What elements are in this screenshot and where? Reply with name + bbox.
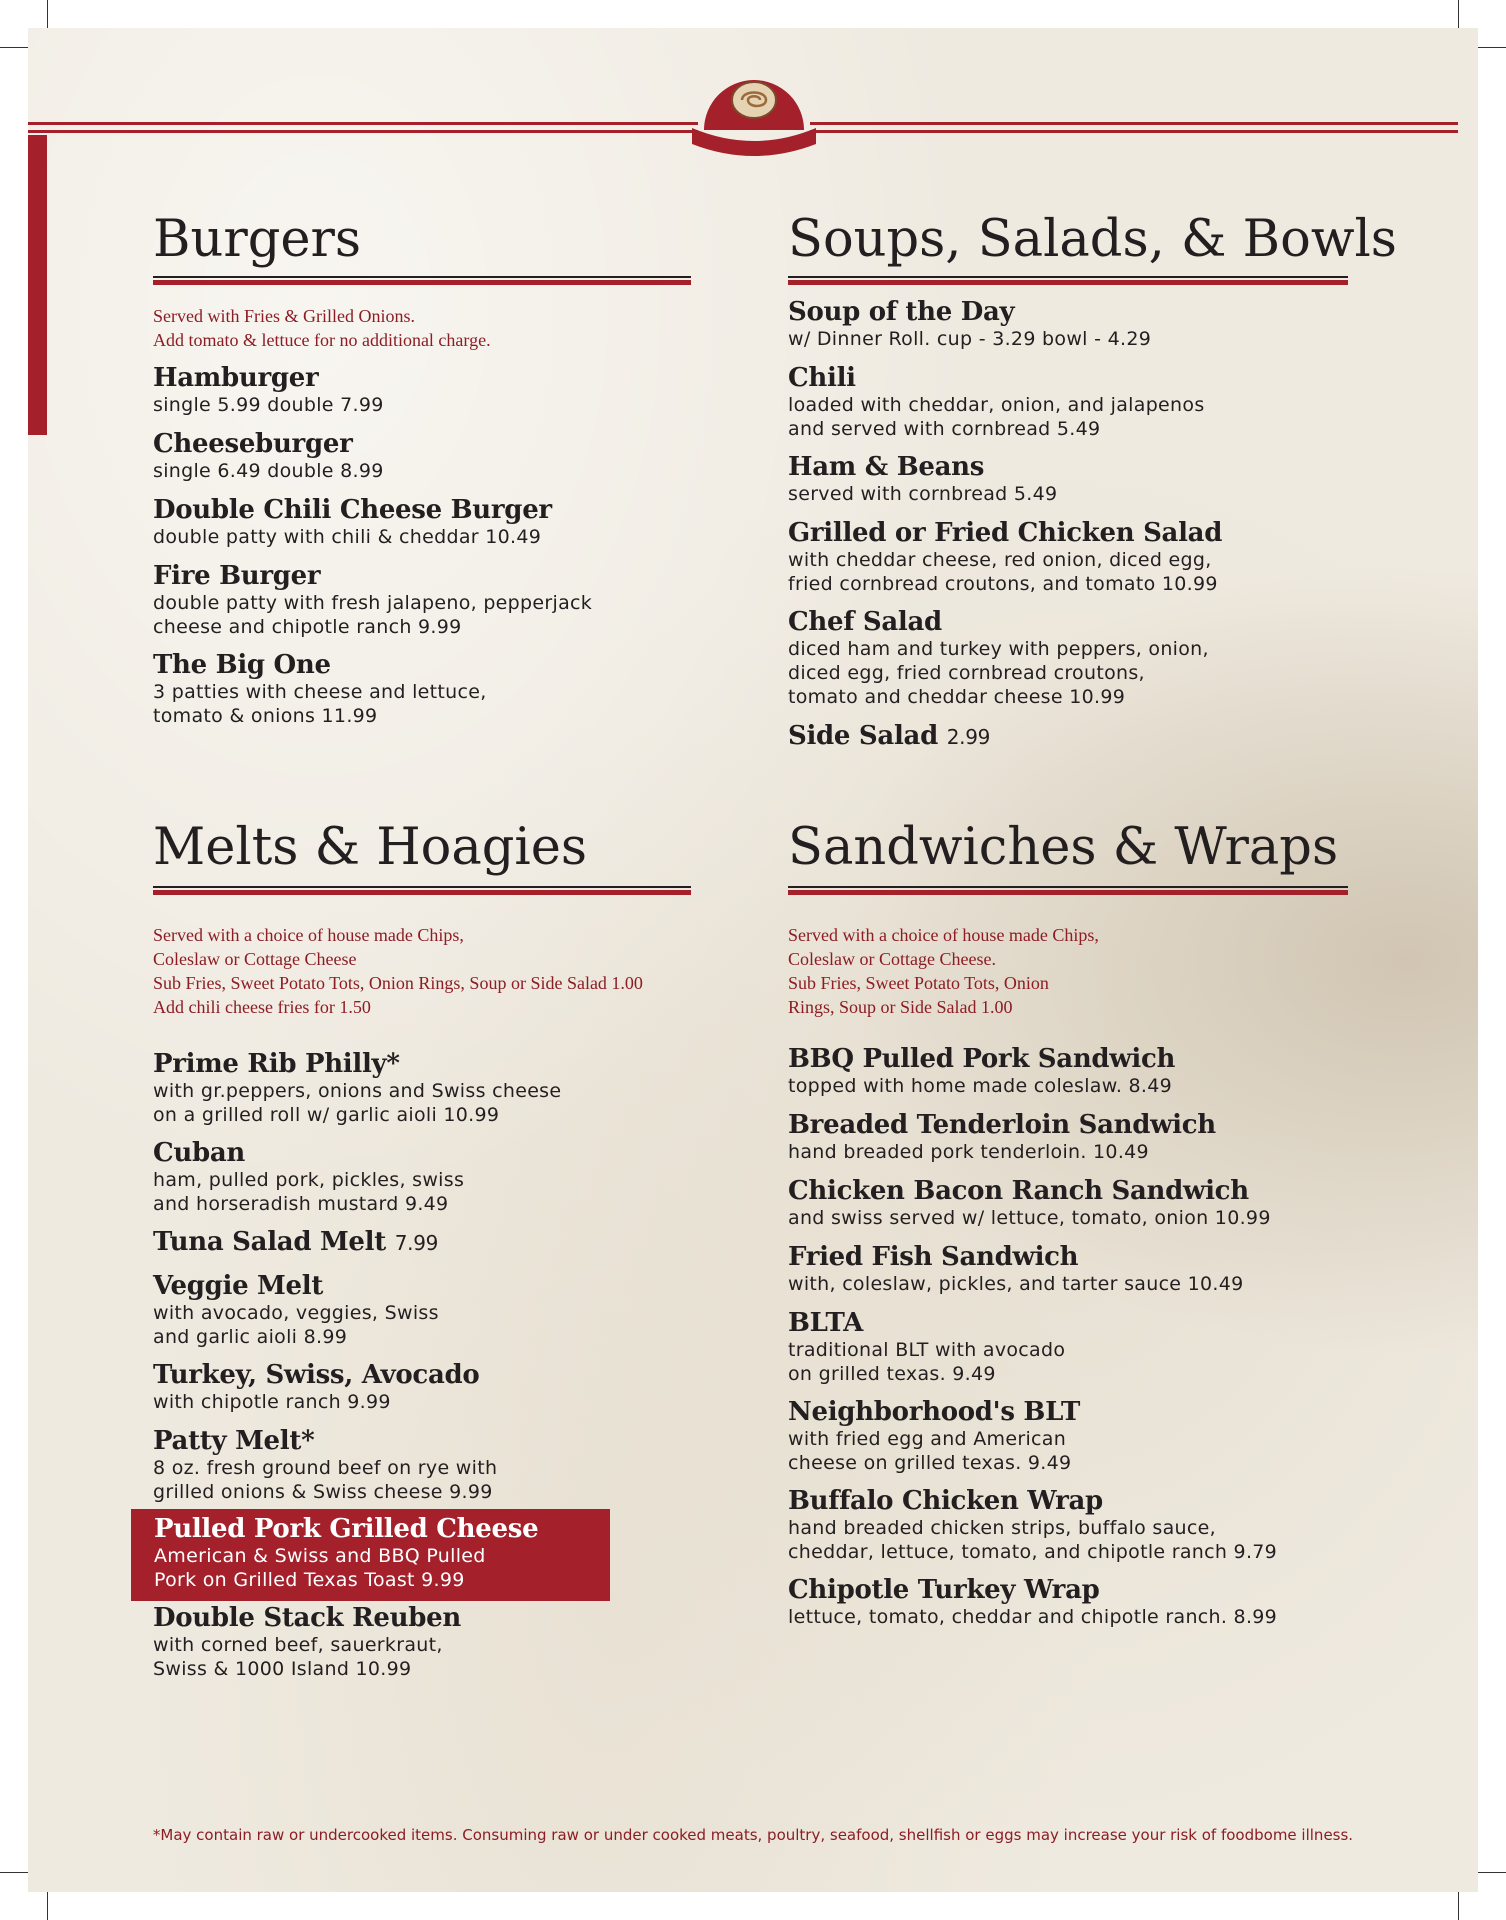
item-desc: cheddar, lettuce, tomato, and chipotle ranch 9.79 xyxy=(788,1541,1278,1563)
item-name: Chili xyxy=(788,363,856,393)
menu-item xyxy=(788,1487,1277,1564)
item-desc: cheese on grilled texas. 9.49 xyxy=(788,1452,1072,1474)
section-title-soups: Soups, Salads, & Bowls xyxy=(788,210,1397,269)
item-price: 2.99 xyxy=(946,725,991,749)
item-desc: with chipotle ranch 9.99 xyxy=(153,1391,391,1413)
section-rule xyxy=(788,886,1348,895)
section-title-melts: Melts & Hoagies xyxy=(153,818,588,877)
item-name: Cheeseburger xyxy=(153,429,353,459)
menu-item xyxy=(788,1111,1216,1164)
section-rule xyxy=(153,276,691,285)
item-desc: tomato & onions 11.99 xyxy=(153,705,378,727)
item-desc: and swiss served w/ lettuce, tomato, onion 10.99 xyxy=(788,1207,1271,1229)
item-name: BLTA xyxy=(788,1308,864,1338)
item-name: Double Stack Reuben xyxy=(153,1603,461,1633)
item-desc: fried cornbread croutons, and tomato 10.99 xyxy=(788,573,1218,595)
item-desc: double patty with fresh jalapeno, pepperjack xyxy=(153,592,593,614)
crop-mark xyxy=(47,0,48,28)
item-desc: hand breaded pork tenderloin. 10.49 xyxy=(788,1141,1149,1163)
item-desc: lettuce, tomato, cheddar and chipotle ranch. 8.99 xyxy=(788,1606,1278,1628)
burgers-intro: Served with Fries & Grilled Onions. Add tomato & lettuce for no additional charge. xyxy=(153,306,491,350)
item-name: Breaded Tenderloin Sandwich xyxy=(788,1110,1216,1140)
item-desc: traditional BLT with avocado xyxy=(788,1339,1066,1361)
section-title-burgers: Burgers xyxy=(153,210,362,269)
item-name: Cuban xyxy=(153,1138,246,1168)
menu-item xyxy=(788,1576,1277,1629)
item-name: Grilled or Fried Chicken Salad xyxy=(788,518,1223,548)
item-name: Soup of the Day xyxy=(788,297,1015,327)
item-desc: hand breaded chicken strips, buffalo sauce, xyxy=(788,1517,1216,1539)
item-name: Patty Melt* xyxy=(153,1426,315,1456)
item-desc: American & Swiss and BBQ Pulled xyxy=(154,1545,486,1567)
item-desc: Pork on Grilled Texas Toast 9.99 xyxy=(154,1569,465,1591)
item-name: BBQ Pulled Pork Sandwich xyxy=(788,1044,1176,1074)
item-name: Pulled Pork Grilled Cheese xyxy=(154,1514,539,1544)
menu-item xyxy=(788,1177,1271,1230)
header-rule xyxy=(28,130,698,133)
menu-item xyxy=(153,1604,461,1681)
item-price: 7.99 xyxy=(394,1231,439,1255)
crop-mark xyxy=(0,1872,28,1873)
menu-item xyxy=(788,453,1057,506)
menu-item xyxy=(153,1050,561,1127)
menu-item xyxy=(788,1398,1080,1475)
item-name: Fried Fish Sandwich xyxy=(788,1242,1079,1272)
item-desc: with cheddar cheese, red onion, diced egg, xyxy=(788,549,1212,571)
menu-item xyxy=(153,1228,438,1258)
item-desc: Swiss & 1000 Island 10.99 xyxy=(153,1658,412,1680)
featured-menu-item xyxy=(154,1515,538,1592)
item-desc: single 6.49 double 8.99 xyxy=(153,460,384,482)
food-safety-disclaimer: *May contain raw or undercooked items. Consuming raw or under cooked meats, poultry, seafood, shellfish or eggs may increase your risk of foodbome illness. xyxy=(152,1826,1354,1844)
melts-intro: Served with a choice of house made Chips, Coleslaw or Cottage Cheese Sub Fries, Sweet Potato Tots, Onion Rings, Soup or Side Salad 1.00 Add chili cheese fries for 1.50 xyxy=(153,925,643,1017)
item-desc: with, coleslaw, pickles, and tarter sauce 10.49 xyxy=(788,1273,1244,1295)
item-name: Chicken Bacon Ranch Sandwich xyxy=(788,1176,1249,1206)
item-desc: with fried egg and American xyxy=(788,1428,1067,1450)
item-name: Turkey, Swiss, Avocado xyxy=(153,1360,480,1390)
item-desc: topped with home made coleslaw. 8.49 xyxy=(788,1075,1173,1097)
item-name: Fire Burger xyxy=(153,561,321,591)
item-desc: with corned beef, sauerkraut, xyxy=(153,1634,443,1656)
item-desc: with avocado, veggies, Swiss xyxy=(153,1302,439,1324)
section-title-sandwiches: Sandwiches & Wraps xyxy=(788,818,1339,877)
item-desc: served with cornbread 5.49 xyxy=(788,483,1058,505)
menu-item xyxy=(788,1243,1244,1296)
menu-item xyxy=(788,1309,1065,1386)
section-rule xyxy=(153,886,691,895)
side-accent-bar xyxy=(28,135,47,435)
menu-item xyxy=(153,430,384,483)
menu-item xyxy=(153,1427,497,1504)
item-name: Neighborhood's BLT xyxy=(788,1397,1080,1427)
item-name: Prime Rib Philly* xyxy=(153,1049,400,1079)
menu-item xyxy=(788,519,1222,596)
item-desc: and garlic aioli 8.99 xyxy=(153,1326,348,1348)
menu-item xyxy=(153,651,487,728)
item-name: Side Salad xyxy=(788,721,938,751)
menu-item xyxy=(153,1272,439,1349)
item-name: Veggie Melt xyxy=(153,1271,324,1301)
menu-item xyxy=(788,722,990,752)
crop-mark xyxy=(47,1892,48,1920)
item-desc: on a grilled roll w/ garlic aioli 10.99 xyxy=(153,1104,500,1126)
item-desc: loaded with cheddar, onion, and jalapenos xyxy=(788,394,1205,416)
item-desc: 3 patties with cheese and lettuce, xyxy=(153,681,487,703)
item-desc: 8 oz. fresh ground beef on rye with xyxy=(153,1457,498,1479)
menu-item xyxy=(153,1361,479,1414)
item-desc: diced egg, fried cornbread croutons, xyxy=(788,662,1145,684)
item-name: Tuna Salad Melt xyxy=(153,1227,386,1257)
crop-mark xyxy=(1478,47,1506,48)
menu-item xyxy=(788,364,1205,441)
item-name: Buffalo Chicken Wrap xyxy=(788,1486,1103,1516)
item-desc: and horseradish mustard 9.49 xyxy=(153,1193,449,1215)
item-name: Double Chili Cheese Burger xyxy=(153,495,552,525)
item-name: The Big One xyxy=(153,650,331,680)
item-desc: tomato and cheddar cheese 10.99 xyxy=(788,686,1126,708)
item-desc: single 5.99 double 7.99 xyxy=(153,394,384,416)
crop-mark xyxy=(1458,1892,1459,1920)
item-desc: grilled onions & Swiss cheese 9.99 xyxy=(153,1481,493,1503)
menu-item xyxy=(153,1139,464,1216)
neighborhood-cafe-logo xyxy=(686,70,822,162)
item-name: Ham & Beans xyxy=(788,452,985,482)
menu-item xyxy=(788,298,1151,351)
menu-item xyxy=(153,562,592,639)
header-rule xyxy=(810,122,1458,125)
menu-item xyxy=(788,1045,1175,1098)
item-desc: and served with cornbread 5.49 xyxy=(788,418,1101,440)
item-desc: diced ham and turkey with peppers, onion, xyxy=(788,638,1209,660)
item-desc: ham, pulled pork, pickles, swiss xyxy=(153,1169,465,1191)
crop-mark xyxy=(1458,0,1459,28)
item-desc: w/ Dinner Roll. cup - 3.29 bowl - 4.29 xyxy=(788,328,1152,350)
crop-mark xyxy=(1478,1872,1506,1873)
menu-item xyxy=(153,496,552,549)
item-name: Chef Salad xyxy=(788,607,942,637)
item-desc: on grilled texas. 9.49 xyxy=(788,1363,996,1385)
item-desc: double patty with chili & cheddar 10.49 xyxy=(153,526,542,548)
section-rule xyxy=(788,276,1348,285)
item-name: Chipotle Turkey Wrap xyxy=(788,1575,1100,1605)
menu-item xyxy=(153,364,384,417)
menu-item xyxy=(788,608,1209,709)
crop-mark xyxy=(0,47,28,48)
item-desc: with gr.peppers, onions and Swiss cheese xyxy=(153,1080,562,1102)
sandwiches-intro: Served with a choice of house made Chips, Coleslaw or Cottage Cheese. Sub Fries, Sweet Potato Tots, Onion Rings, Soup or Side Salad 1.00 xyxy=(788,925,1099,1017)
header-rule xyxy=(28,122,698,125)
item-desc: cheese and chipotle ranch 9.99 xyxy=(153,616,462,638)
header-rule xyxy=(810,130,1458,133)
item-name: Hamburger xyxy=(153,363,319,393)
